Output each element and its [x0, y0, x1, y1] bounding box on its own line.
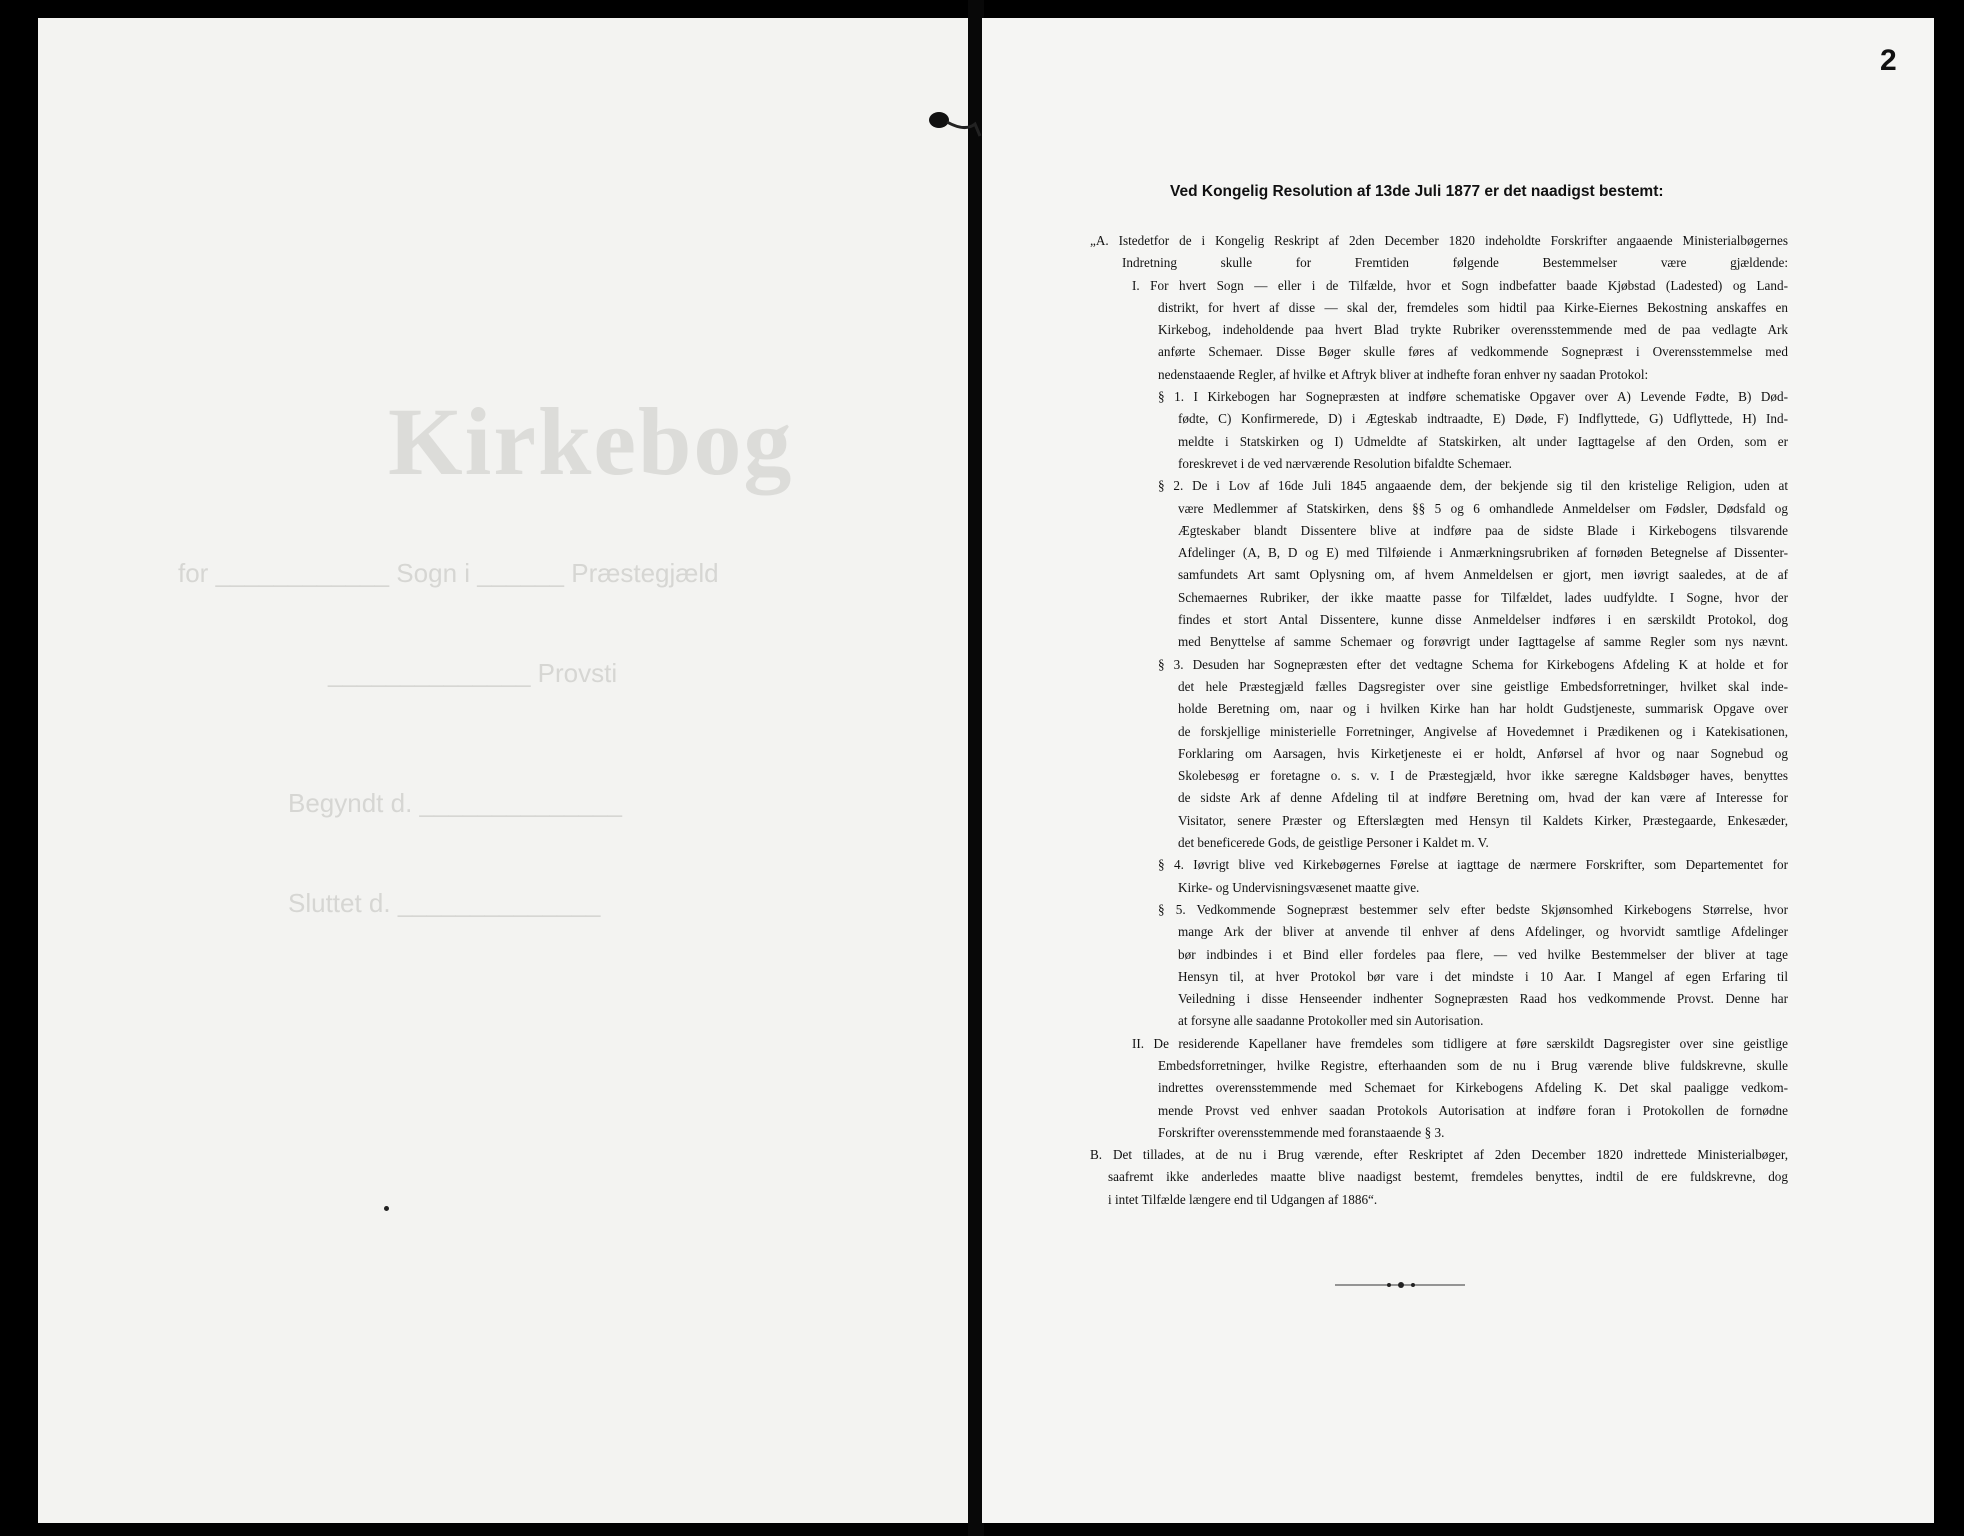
text-line: bør indbindes i et Bind eller fordeles paa flere, — ved hvilke Bestemmelser der bliver at tage [1178, 946, 1788, 962]
text-line: II. De residerende Kapellaner have fremdeles som tidligere at føre særskildt Dagsregister over sine geistlige [1132, 1035, 1788, 1051]
text-line: de sidste Ark af denne Afdeling til at indføre Beretning om, hvad der kan være af Interesse for [1178, 790, 1788, 806]
text-line: holde Beretning om, naar og i hvilken Kirke han har holdt Gudstjeneste, summarisk Opgave over [1178, 701, 1788, 717]
ink-speck [384, 1206, 389, 1211]
text-line: saafremt ikke anderledes maatte blive naadigst bestemt, fremdeles benyttes, indtil de ere fuldskrevne, dog [1108, 1169, 1788, 1185]
text-line: Afdelinger (A, B, D og E) med Tilføiende i Anmærkningsrubriken af fornøden Betegnelse af Dissenter- [1178, 545, 1788, 561]
text-line: være Medlemmer af Statskirken, dens §§ 5 og 6 omhandlede Anmeldelser om Fødsler, Dødsfald og [1178, 500, 1788, 516]
text-line: i intet Tilfælde længere end til Udgangen af 1886“. [1108, 1191, 1378, 1207]
text-line: § 2. De i Lov af 16de Juli 1845 angaaende dem, der bekjende sig til den kristelige Religion, uden at [1158, 478, 1788, 494]
text-line: Skolebesøg er foretagne o. s. v. I de Præstegjæld, hvor ikke særegne Kaldsbøger haves, benyttes [1178, 768, 1788, 784]
text-line: indrettes overensstemmende med Schemaet for Kirkebogens Afdeling K. Det skal paaligge vedkom- [1158, 1080, 1788, 1096]
bleed-through-line: Sluttet d. ______________ [288, 888, 601, 918]
text-line: de forskjellige ministerielle Forretninger, Angivelse af Hovedemnet i Prædikenen og i Katekisationen, [1178, 723, 1788, 739]
text-line: „A. Istedetfor de i Kongelig Reskript af 2den December 1820 indeholdte Forskrifter angaaende Ministerialbøgernes [1090, 233, 1788, 248]
bleed-through-line: Begyndt d. ______________ [288, 788, 622, 818]
text-line: Indretning skulle for Fremtiden følgende Bestemmelser være gjældende: [1122, 255, 1788, 271]
bleed-through-line: for ____________ Sogn i ______ Præstegjæld [178, 558, 719, 588]
text-line: § 5. Vedkommende Sognepræst bestemmer selv efter bedste Skjønsomhed Kirkebogens Størrelse, hvor [1158, 901, 1788, 917]
page-number: 2 [1880, 44, 1897, 77]
text-line: distrikt, for hvert af disse — skal der, fremdeles som hidtil paa Kirke-Eiernes Bekostning anskaffes en [1158, 299, 1788, 315]
text-line: B. Det tillades, at de nu i Brug værende, efter Reskriptet af 2den December 1820 indrettede Ministerialbøger, [1090, 1147, 1788, 1163]
text-line: Veiledning i disse Henseender indhenter Sognepræsten Raad hos vedkommende Provst. Denne har [1178, 991, 1788, 1007]
text-line: Kirke- og Undervisningsvæsenet maatte give. [1178, 879, 1420, 895]
text-line: Schemaernes Rubriker, der ikke maatte passe for Tilfældet, lades uudfyldte. I Sogne, hvor der [1178, 589, 1788, 605]
text-line: Forklaring om Aarsagen, hvis Kirketjeneste ei er holdt, Anførsel af hvor og naar Sognebud og [1178, 745, 1788, 761]
text-line: Ægteskaber blandt Dissentere blive at indføre paa de sidste Blade i Kirkebogens tilsvarende [1178, 522, 1788, 538]
resolution-text [1090, 230, 1788, 1211]
text-line: det beneficerede Gods, de geistlige Personer i Kaldet m. V. [1178, 835, 1489, 851]
text-line: mange Ark der bliver at anvende til enhver af dens Afdelinger, og hvorvidt samtlige Afdelinger [1178, 924, 1788, 940]
text-line: samfundets Art samt Oplysning om, af hvem Anmeldelsen er gjort, men iøvrigt saaledes, at de af [1178, 567, 1788, 583]
text-line: fødte, C) Konfirmerede, D) i Ægteskab indtraadte, E) Døde, F) Indflyttede, G) Udflyttede, H) Ind- [1178, 411, 1788, 427]
text-line: § 1. I Kirkebogen har Sognepræsten at indføre schematiske Opgaver over A) Levende Fødte, B) Død- [1158, 389, 1788, 405]
text-line: at forsyne alle saadanne Protokoller med sin Autorisation. [1178, 1013, 1484, 1029]
text-line: foreskrevet i de ved nærværende Resolution bifaldte Schemaer. [1178, 455, 1512, 471]
end-ornament-icon [1335, 1280, 1465, 1290]
text-line: meldte i Statskirken og I) Udmeldte af Statskirken, alt under Iagttagelse af den Orden, som er [1178, 433, 1788, 449]
text-line: anførte Schemaer. Disse Bøger skulle føres af vedkommende Sognepræst i Overensstemmelse med [1158, 344, 1788, 360]
text-line: Hensyn til, at hver Protokol bør vare i det mindste i 10 Aar. I Mangel af egen Erfaring til [1178, 968, 1788, 984]
bleed-through-title: Kirkebog [388, 388, 794, 495]
page-title: Ved Kongelig Resolution af 13de Juli 1877 er det naadigst bestemt: [1170, 183, 1664, 200]
text-line: med Benyttelse af samme Schemaer og forøvrigt under Iagttagelse af samme Regler som nys nævnt. [1178, 634, 1788, 650]
text-line: Embedsforretninger, hvilke Registre, efterhaanden som de nu i Brug værende blive fuldskrevne, skulle [1158, 1057, 1788, 1073]
text-line: nedenstaaende Regler, af hvilke et Aftryk bliver at indhefte foran enhver ny saadan Protokol: [1158, 366, 1649, 382]
text-line: § 4. Iøvrigt blive ved Kirkebøgernes Førelse at iagttage de nærmere Forskrifter, som Departementet for [1158, 857, 1788, 873]
text-line: I. For hvert Sogn — eller i de Tilfælde, hvor et Sogn indbefatter baade Kjøbstad (Ladested) og Land- [1132, 277, 1788, 293]
bleed-through-line: ______________ Provsti [328, 658, 618, 688]
text-line: det hele Præstegjæld fælles Dagsregister over sine geistlige Embedsforretninger, hvilket skal inde- [1178, 678, 1788, 694]
text-line: Forskrifter overensstemmende med foranstaaende § 3. [1158, 1124, 1445, 1140]
text-line: § 3. Desuden har Sognepræsten efter det vedtagne Schema for Kirkebogens Afdeling K at holde et for [1158, 656, 1788, 672]
text-line: Visitator, senere Præster og Efterslægten med Hensyn til Kaldets Kirker, Præstegaarde, Enkesæder, [1178, 812, 1788, 828]
left-page-blank [38, 18, 970, 1523]
text-line: Kirkebog, indeholdende paa hvert Blad trykte Rubriker overensstemmende med de paa vedlagte Ark [1158, 322, 1788, 338]
text-line: mende Provst ved enhver saadan Protokols Autorisation at indføre foran i Protokollen de fornødne [1158, 1102, 1788, 1118]
text-line: findes et stort Antal Dissentere, kunne disse Anmeldelser indføres i en særskildt Protokol, dog [1178, 612, 1788, 628]
